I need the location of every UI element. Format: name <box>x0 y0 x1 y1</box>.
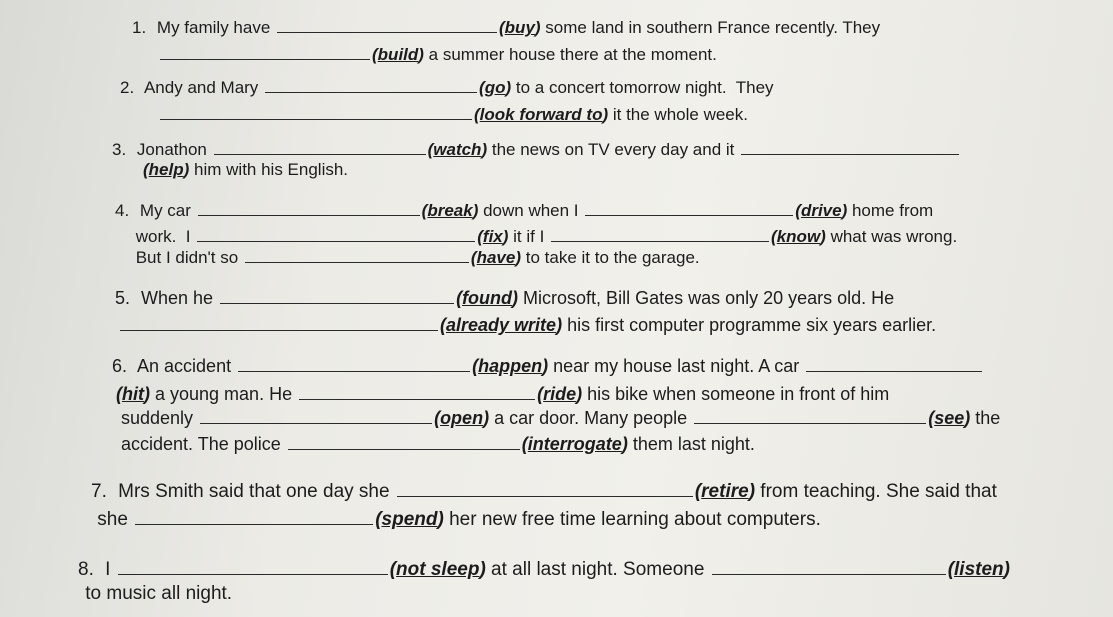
verb-prompt-word: have <box>476 248 516 267</box>
exercise-2-line-2 <box>158 105 753 125</box>
answer-blank[interactable] <box>197 227 475 242</box>
exercise-4-line-1 <box>115 201 938 221</box>
verb-prompt: (already write) <box>440 315 563 335</box>
verb-prompt-word: ride <box>543 384 577 404</box>
exercise-number: 2. <box>120 78 135 97</box>
verb-prompt: (listen) <box>947 559 1010 580</box>
sentence-text: from teaching. She said that <box>755 481 1003 502</box>
exercise-1-line-1 <box>132 18 885 38</box>
exercise-8-line-2 <box>80 584 237 604</box>
verb-prompt: (found) <box>456 288 519 308</box>
exercise-8-line-1 <box>78 560 1010 580</box>
sentence-text: suddenly <box>116 408 199 428</box>
sentence-text: Microsoft, Bill Gates was only 20 years old. He <box>518 288 900 308</box>
answer-blank[interactable] <box>245 248 469 263</box>
verb-prompt-word: fix <box>482 227 503 246</box>
sentence-text: her new free time learning about computers. <box>443 509 827 530</box>
exercise-number: 3. <box>112 140 127 159</box>
exercise-3-line-1 <box>112 140 961 160</box>
verb-prompt: (retire) <box>694 481 756 502</box>
verb-prompt: (see) <box>928 408 971 428</box>
answer-blank[interactable] <box>198 201 420 216</box>
verb-prompt: (have) <box>470 248 522 267</box>
sentence-text: near my house last night. A car <box>548 356 805 376</box>
sentence-text: My car <box>135 201 196 220</box>
verb-prompt-word: happen <box>478 356 543 376</box>
sentence-text: them last night. <box>627 434 760 454</box>
verb-prompt: (interrogate) <box>521 434 628 454</box>
verb-prompt-word: break <box>427 201 473 220</box>
exercise-5-line-1 <box>115 288 899 308</box>
exercise-4-line-2 <box>131 227 962 247</box>
verb-prompt: (help) <box>143 160 190 179</box>
sentence-text: it if I <box>508 227 550 246</box>
verb-prompt-word: go <box>484 78 506 97</box>
answer-blank[interactable] <box>160 105 472 120</box>
sentence-text: An accident <box>133 356 237 376</box>
verb-prompt-word: found <box>462 288 513 308</box>
verb-prompt: (happen) <box>472 356 549 376</box>
sentence-text: the news on TV every day and it <box>487 140 740 159</box>
sentence-text: him with his English. <box>189 160 353 179</box>
exercise-number: 6. <box>112 356 128 376</box>
verb-prompt-word: retire <box>701 481 749 502</box>
sentence-text: a young man. He <box>150 384 298 404</box>
exercise-7-line-2 <box>92 510 826 530</box>
exercise-number: 1. <box>132 18 147 37</box>
sentence-text: Jonathon <box>132 140 212 159</box>
answer-blank[interactable] <box>551 227 769 242</box>
verb-prompt: (hit) <box>116 384 150 404</box>
sentence-text: some land in southern France recently. They <box>540 18 885 37</box>
verb-prompt-word: know <box>776 227 821 246</box>
answer-blank[interactable] <box>160 45 370 60</box>
answer-blank[interactable] <box>214 140 426 155</box>
answer-blank[interactable] <box>741 140 959 155</box>
sentence-text: I <box>99 559 116 580</box>
sentence-text: his bike when someone in front of him <box>582 384 895 404</box>
verb-prompt: (fix) <box>477 227 509 246</box>
sentence-text: she <box>92 509 134 530</box>
verb-prompt-word: help <box>148 160 184 179</box>
sentence-text: to music all night. <box>80 583 238 604</box>
answer-blank[interactable] <box>712 560 946 575</box>
verb-prompt-word: watch <box>433 140 482 159</box>
verb-prompt-word: open <box>440 408 484 428</box>
answer-blank[interactable] <box>238 357 470 372</box>
verb-prompt-word: buy <box>504 18 535 37</box>
sentence-text: But I didn't so <box>131 248 243 267</box>
answer-blank[interactable] <box>220 289 454 304</box>
exercise-1-line-2 <box>158 45 722 65</box>
exercise-2-line-1 <box>120 78 778 98</box>
sentence-text: it the whole week. <box>608 105 753 124</box>
answer-blank[interactable] <box>397 482 693 497</box>
exercise-7-line-1 <box>91 482 1002 502</box>
sentence-text: the <box>970 408 1006 428</box>
verb-prompt-word: not sleep <box>396 559 480 580</box>
answer-blank[interactable] <box>200 409 432 424</box>
exercise-4-line-3 <box>131 248 704 268</box>
sentence-text: a car door. Many people <box>489 408 693 428</box>
verb-prompt: (break) <box>421 201 479 220</box>
verb-prompt: (know) <box>771 227 826 246</box>
exercise-6-line-3 <box>116 408 1005 428</box>
verb-prompt-word: spend <box>381 509 438 530</box>
answer-blank[interactable] <box>135 510 373 525</box>
exercise-5-line-2 <box>118 315 941 335</box>
verb-prompt: (spend) <box>375 509 444 530</box>
verb-prompt-word: build <box>377 45 419 64</box>
sentence-text: Mrs Smith said that one day she <box>112 481 395 502</box>
answer-blank[interactable] <box>694 409 926 424</box>
answer-blank[interactable] <box>277 18 497 33</box>
sentence-text: Andy and Mary <box>140 78 264 97</box>
verb-prompt: (watch) <box>427 140 488 159</box>
exercise-3-line-2 <box>143 160 353 180</box>
sentence-text: When he <box>136 288 219 308</box>
verb-prompt: (look forward to) <box>474 105 609 124</box>
verb-prompt-word: already write <box>446 315 557 335</box>
sentence-text: to take it to the garage. <box>521 248 705 267</box>
verb-prompt: (build) <box>372 45 424 64</box>
verb-prompt: (buy) <box>499 18 541 37</box>
verb-prompt-word: see <box>934 408 965 428</box>
verb-prompt: (open) <box>434 408 490 428</box>
sentence-text: what was wrong. <box>825 227 962 246</box>
verb-prompt: (go) <box>479 78 512 97</box>
sentence-text: at all last night. Someone <box>485 559 710 580</box>
sentence-text: work. I <box>131 227 196 246</box>
exercise-number: 8. <box>78 559 94 580</box>
sentence-text: a summer house there at the moment. <box>423 45 722 64</box>
exercise-number: 7. <box>91 481 107 502</box>
sentence-text: My family have <box>152 18 275 37</box>
exercise-6-line-4 <box>116 434 760 454</box>
verb-prompt-word: hit <box>122 384 144 404</box>
answer-blank[interactable] <box>806 357 982 372</box>
exercise-number: 5. <box>115 288 131 308</box>
verb-prompt: (ride) <box>537 384 583 404</box>
sentence-text: down when I <box>478 201 584 220</box>
sentence-text: home from <box>847 201 938 220</box>
sentence-text: accident. The police <box>116 434 286 454</box>
sentence-text: his first computer programme six years earlier. <box>562 315 942 335</box>
verb-prompt-word: drive <box>800 201 842 220</box>
exercise-6-line-2 <box>116 384 894 404</box>
sentence-text: to a concert tomorrow night. They <box>511 78 779 97</box>
exercise-6-line-1 <box>112 356 984 376</box>
verb-prompt-word: listen <box>954 559 1004 580</box>
verb-prompt-word: look forward to <box>479 105 603 124</box>
answer-blank[interactable] <box>585 201 793 216</box>
answer-blank[interactable] <box>118 560 388 575</box>
answer-blank[interactable] <box>299 385 535 400</box>
answer-blank[interactable] <box>265 78 477 93</box>
answer-blank[interactable] <box>288 435 520 450</box>
answer-blank[interactable] <box>120 316 438 331</box>
verb-prompt-word: interrogate <box>527 434 622 454</box>
verb-prompt: (drive) <box>795 201 848 220</box>
exercise-number: 4. <box>115 201 130 220</box>
verb-prompt: (not sleep) <box>389 559 486 580</box>
